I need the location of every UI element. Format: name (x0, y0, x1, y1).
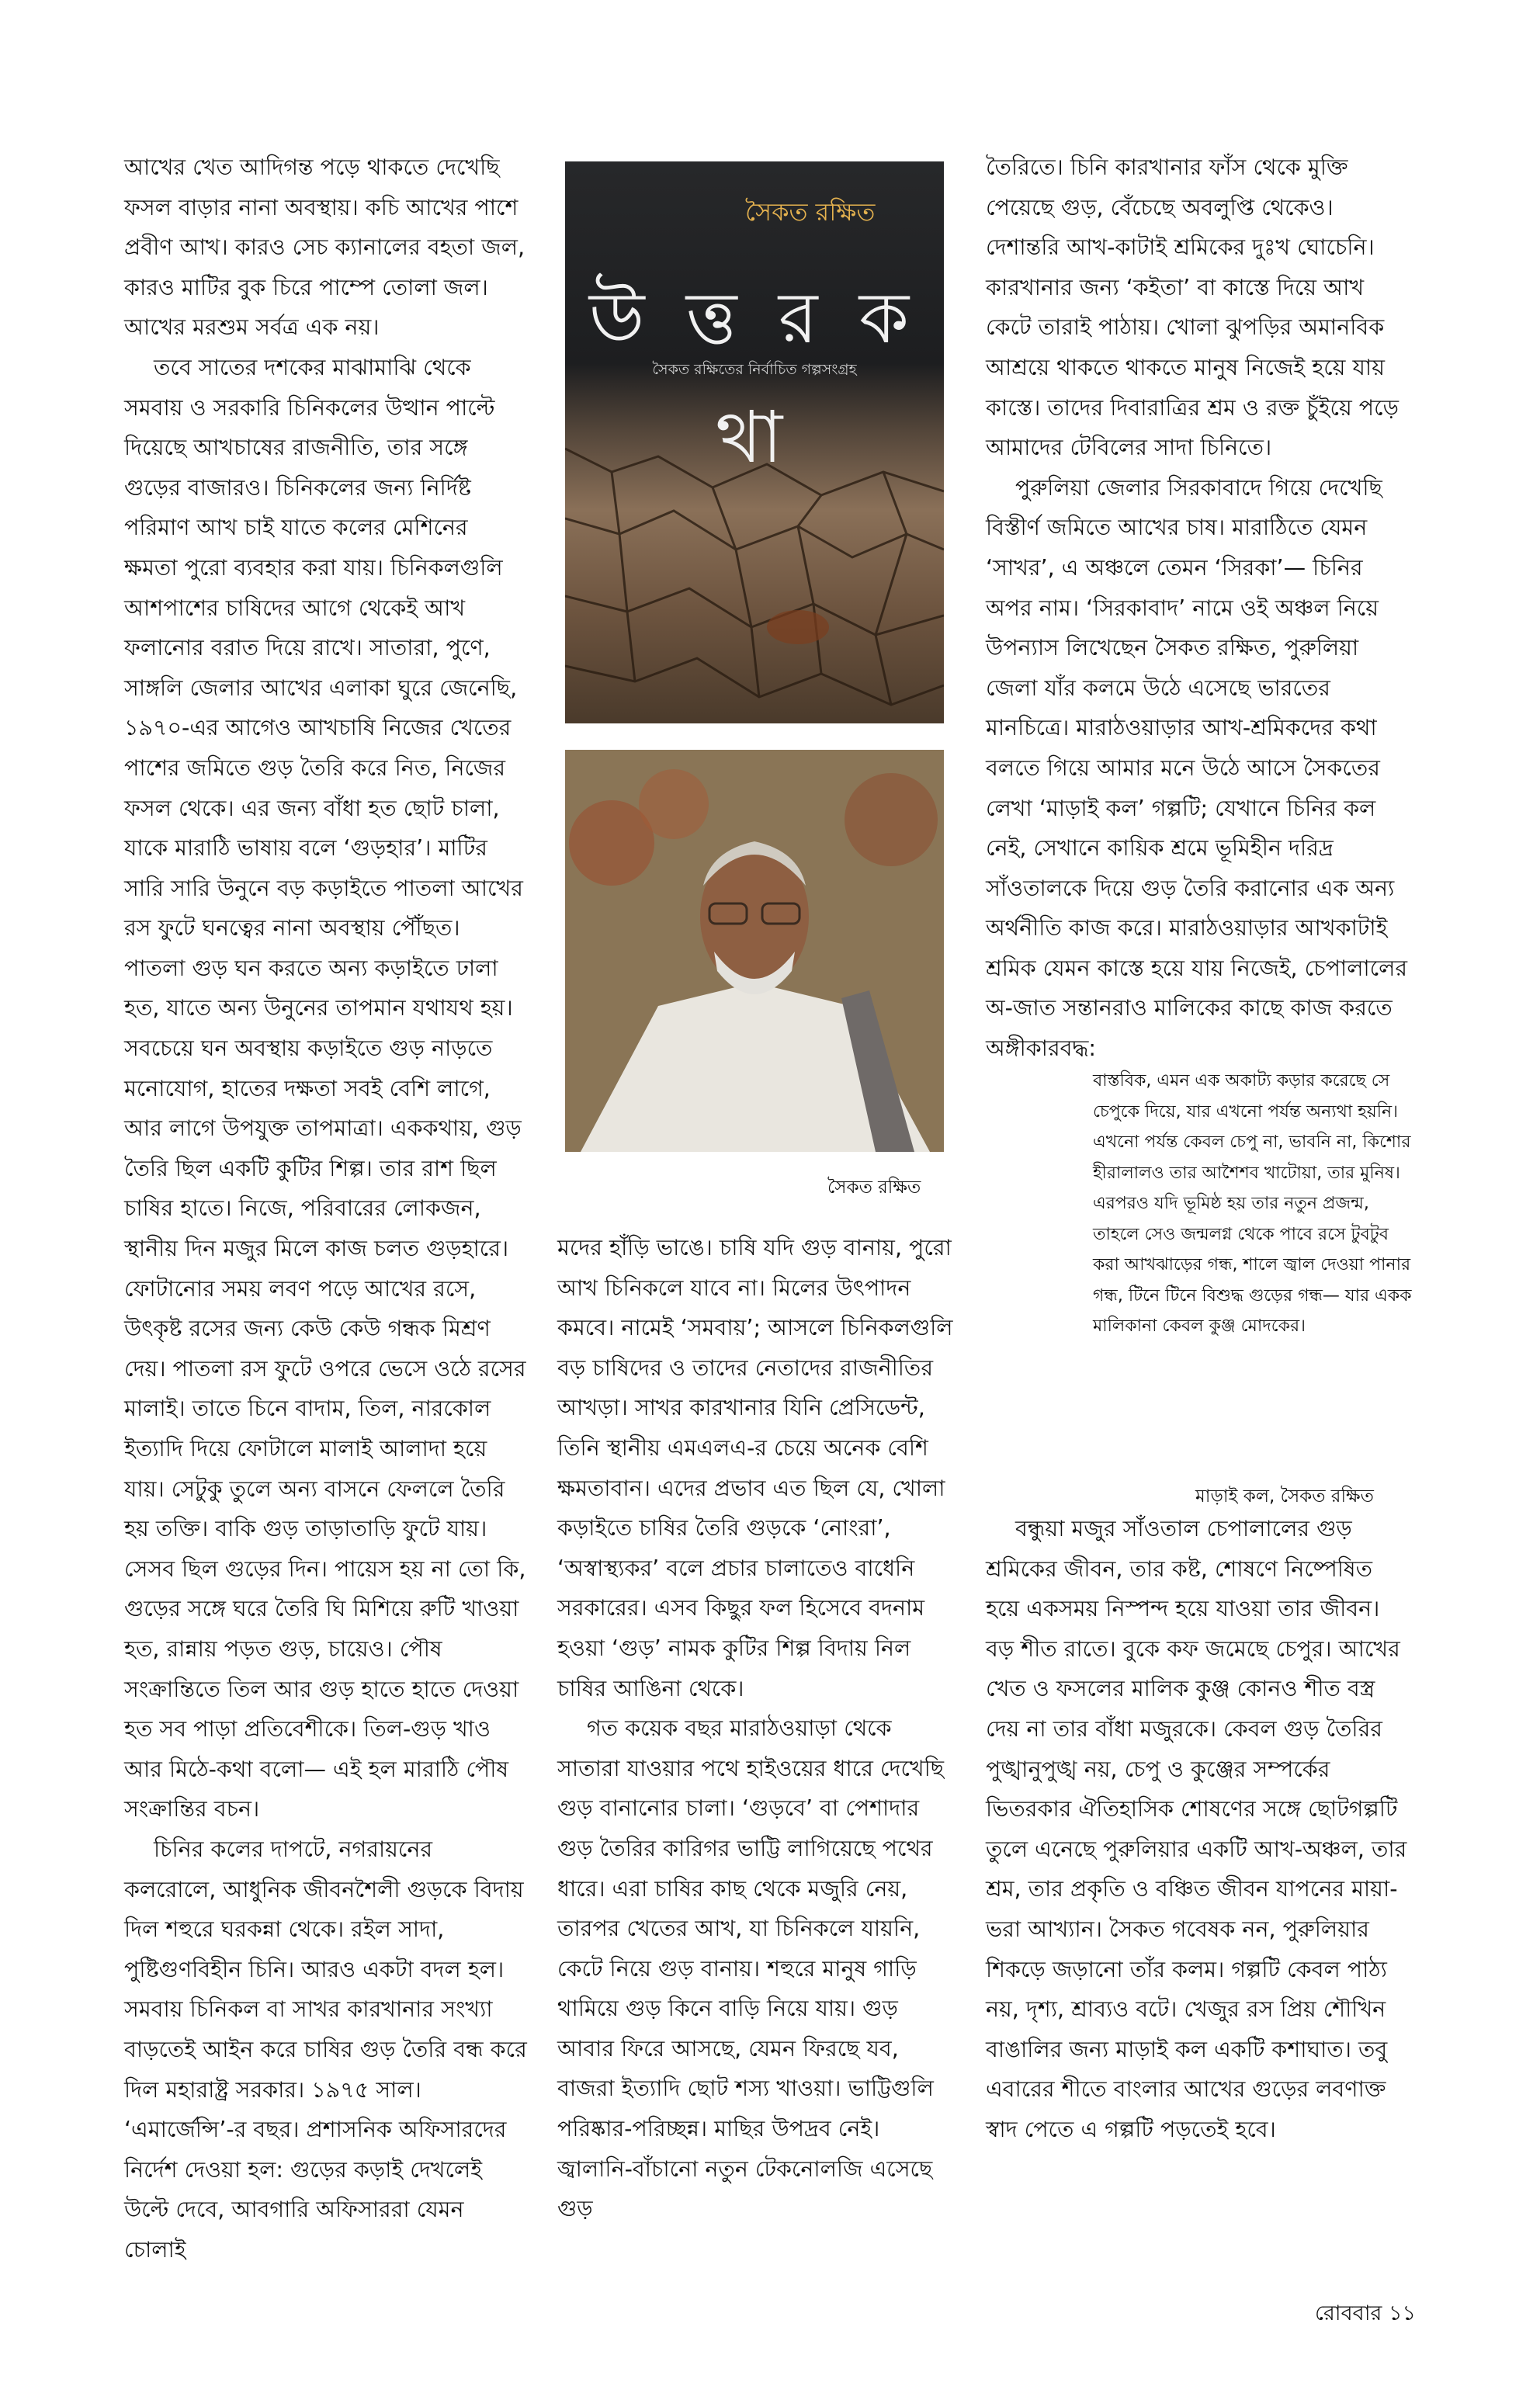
quote-text: বাস্তবিক, এমন এক অকাট্য কড়ার করেছে সে চেপুকে দিয়ে, যার এখনো পর্যন্ত অন্যথা হয়নি। এখনো পর্যন্ত কেবল চেপু না, ভাবনি না, কিশোর হীরালালও তার আশৈশব খাটোয়া, তার মুনিষ। এরপরও যদি ভূমিষ্ঠ হয় তার নতুন প্রজন্ম, তাহলে সেও জন্মলগ্ন থেকে পাবে রসে টুবটুব করা আখঝাড়ের গন্ধ, শালে জ্বাল দেওয়া পানার গন্ধ, টিনে টিনে বিশুদ্ধ গুড়ের গন্ধ— যার একক মালিকানা কেবল কুঞ্জ মোদকের। (1093, 1071, 1412, 1336)
paragraph: তবে সাতের দশকের মাঝামাঝি থেকে সমবায় ও সরকারি চিনিকলের উত্থান পাল্টে দিয়েছে আখচাষের রাজনীতি, তার সঙ্গে গুড়ের বাজারও। চিনিকলের জন্য নির্দিষ্ট পরিমাণ আখ চাই যাতে কলের মেশিনের ক্ষমতা পুরো ব্যবহার করা যায়। চিনিকলগুলি আশপাশের চাষিদের আগে থেকেই আখ ফলানোর বরাত দিয়ে রাখে। সাতারা, পুণে, সাঙ্গলি জেলার আখের এলাকা ঘুরে জেনেছি, ১৯৭০-এর আগেও আখচাষি নিজের খেতের পাশের জমিতে গুড় তৈরি করে নিত, নিজের ফসল থেকে। এর জন্য বাঁধা হত ছোট চালা, যাকে মারাঠি ভাষায় বলে ‘গুড়হার’। মাটির সারি সারি উনুনে বড় কড়াইতে পাতলা আখের রস ফুটে ঘনত্বের নানা অবস্থায় পৌঁছত। পাতলা গুড় ঘন করতে অন্য কড়াইতে ঢালা হত, যাতে অন্য উনুনের তাপমান যথাযথ হয়। সবচেয়ে ঘন অবস্থায় কড়াইতে গুড় নাড়তে মনোযোগ, হাতের দক্ষতা সবই বেশি লাগে, আর লাগে উপযুক্ত তাপমাত্রা। এককথায়, গুড় তৈরি ছিল একটি কুটির শিল্প। তার রাশ ছিল চাষির হাতে। নিজে, পরিবারের লোকজন, স্থানীয় দিন মজুর মিলে কাজ চলত গুড়হারে। ফোটানোর সময় লবণ পড়ে আখের রসে, উৎকৃষ্ট রসের জন্য কেউ কেউ গন্ধক মিশ্রণ দেয়। পাতলা রস ফুটে ওপরে ভেসে ওঠে রসের মালাই। তাতে চিনে বাদাম, তিল, নারকোল ইত্যাদি দিয়ে ফোটালে মালাই আলাদা হয়ে যায়। সেটুকু তুলে অন্য বাসনে ফেললে তৈরি হয় তক্তি। বাকি গুড় তাড়াতাড়ি ফুটে যায়। সেসব ছিল গুড়ের দিন। পায়েস হয় না তো কি, গুড়ের সঙ্গে ঘরে তৈরি ঘি মিশিয়ে রুটি খাওয়া হত, রান্নায় পড়ত গুড়, চায়েও। পৌষ সংক্রান্তিতে তিল আর গুড় হাতে হাতে দেওয়া হত সব পাড়া প্রতিবেশীকে। তিল-গুড় খাও আর মিঠে-কথা বলো— এই হল মারাঠি পৌষ সংক্রান্তির বচন। (124, 354, 526, 1822)
block-quote (1093, 1066, 1419, 1342)
article-column-3 (986, 147, 1413, 1069)
cover-title: উ ত্ত র ক থা (588, 276, 919, 479)
paragraph: চিনির কলের দাপটে, নগরায়নের কলরোলে, আধুনিক জীবনশৈলী গুড়কে বিদায় দিল শহুরে ঘরকন্না থেকে। রইল সাদা, পুষ্টিগুণবিহীন চিনি। আরও একটা বদল হল। সমবায় চিনিকল বা সাখর কারখানার সংখ্যা বাড়তেই আইন করে চাষির গুড় তৈরি বন্ধ করে দিল মহারাষ্ট্র সরকার। ১৯৭৫ সাল। ‘এমার্জেন্সি’-র বছর। প্রশাসনিক অফিসারদের নির্দেশ দেওয়া হল: গুড়ের কড়াই দেখলেই উল্টে দেবে, আবগারি অফিসাররা যেমন চোলাই (124, 1836, 527, 2263)
paragraph: বন্ধুয়া মজুর সাঁওতাল চেপালালের গুড় শ্রমিকের জীবন, তার কষ্ট, শোষণে নিষ্পেষিত হয়ে একসময় নিস্পন্দ হয়ে যাওয়া তার জীবন। বড় শীত রাতে। বুকে কফ জমেছে চেপুর। আখের খেত ও ফসলের মালিক কুঞ্জ কোনও শীত বস্ত্র দেয় না তার বাঁধা মজুরকে। কেবল গুড় তৈরির পুঙ্খানুপুঙ্খ নয়, চেপু ও কুঞ্জের সম্পর্কের ভিতরকার ঐতিহাসিক শোষণের সঙ্গে ছোটগল্পটি তুলে এনেছে পুরুলিয়ার একটি আখ-অঞ্চল, তার শ্রম, তার প্রকৃতি ও বঞ্চিত জীবন যাপনের মায়া-ভরা আখ্যান। সৈকত গবেষক নন, পুরুলিয়ার শিকড়ে জড়ানো তাঁর কলম। গল্পটি কেবল পাঠ্য নয়, দৃশ্য, শ্রাব্যও বটে। খেজুর রস প্রিয় শৌখিন বাঙালির জন্য মাড়াই কল একটি কশাঘাত। তবু এবারের শীতে বাংলার আখের গুড়ের লবণাক্ত স্বাদ পেতে এ গল্পটি পড়তেই হবে। (986, 1516, 1407, 2142)
paragraph: মদের হাঁড়ি ভাঙে। চাষি যদি গুড় বানায়, পুরো আখ চিনিকলে যাবে না। মিলের উৎপাদন কমবে। নামেই ‘সমবায়’; আসলে চিনিকলগুলি বড় চাষিদের ও তাদের নেতাদের রাজনীতির আখড়া। সাখর কারখানার যিনি প্রেসিডেন্ট, তিনি স্থানীয় এমএলএ-র চেয়ে অনেক বেশি ক্ষমতাবান। এদের প্রভাব এত ছিল যে, খোলা কড়াইতে চাষির তৈরি গুড়কে ‘নোংরা’, ‘অস্বাস্থ্যকর’ বলে প্রচার চালাতেও বাধেনি সরকারের। এসব কিছুর ফল হিসেবে বদনাম হওয়া ‘গুড়’ নামক কুটির শিল্প বিদায় নিল চাষির আঙিনা থেকে। (557, 1235, 953, 1701)
article-column-2 (557, 1228, 961, 2229)
paragraph: গত কয়েক বছর মারাঠওয়াড়া থেকে সাতারা যাওয়ার পথে হাইওয়ের ধারে দেখেছি গুড় বানানোর চালা। ‘গুড়বে’ বা পেশাদার গুড় তৈরির কারিগর ভাট্টি লাগিয়েছে পথের ধারে। এরা চাষির কাছ থেকে মজুরি নেয়, তারপর খেতের আখ, যা চিনিকলে যায়নি, কেটে নিয়ে গুড় বানায়। শহুরে মানুষ গাড়ি থামিয়ে গুড় কিনে বাড়ি নিয়ে যায়। গুড় আবার ফিরে আসছে, যেমন ফিরছে যব, বাজরা ইত্যাদি ছোট শস্য খাওয়া। ভাট্টিগুলি পরিষ্কার-পরিচ্ছন্ন। মাছির উপদ্রব নেই। জ্বালানি-বাঁচানো নতুন টেকনোলজি এসেছে গুড় (557, 1715, 945, 2222)
cover-subtitle: সৈকত রক্ষিতের নির্বাচিত গল্পসংগ্রহ (652, 361, 857, 378)
author-photo (565, 750, 944, 1152)
author-portrait-illustration (565, 750, 944, 1152)
paragraph: তৈরিতে। চিনি কারখানার ফাঁস থেকে মুক্তি পেয়েছে গুড়, বেঁচেছে অবলুপ্তি থেকেও। দেশান্তরি আখ-কাটাই শ্রমিকের দুঃখ ঘোচেনি। কারখানার জন্য ‘কইতা’ বা কাস্তে দিয়ে আখ কেটে তারাই পাঠায়। খোলা ঝুপড়ির অমানবিক আশ্রয়ে থাকতে থাকতে মানুষ নিজেই হয়ে যায় কাস্তে। তাদের দিবারাত্রির শ্রম ও রক্ত চুঁইয়ে পড়ে আমাদের টেবিলের সাদা চিনিতে। (986, 154, 1399, 461)
article-column-1 (124, 147, 528, 2270)
article-column-3-continued (986, 1509, 1413, 2150)
cracked-earth-illustration (565, 418, 944, 723)
book-cover-image (565, 161, 944, 723)
cover-author: সৈকত রক্ষিত (745, 197, 876, 227)
page-folio: রোববার ১১ (1315, 2301, 1416, 2325)
paragraph: পুরুলিয়া জেলার সিরকাবাদে গিয়ে দেখেছি বিস্তীর্ণ জমিতে আখের চাষ। মারাঠিতে যেমন ‘সাখর’, এ অঞ্চলে তেমন ‘সিরকা’— চিনির অপর নাম। ‘সিরকাবাদ’ নামে ওই অঞ্চল নিয়ে উপন্যাস লিখেছেন সৈকত রক্ষিত, পুরুলিয়া জেলা যাঁর কলমে উঠে এসেছে ভারতের মানচিত্রে। মারাঠওয়াড়ার আখ-শ্রমিকদের কথা বলতে গিয়ে আমার মনে উঠে আসে সৈকতের লেখা ‘মাড়াই কল’ গল্পটি; যেখানে চিনির কল নেই, সেখানে কায়িক শ্রমে ভূমিহীন দরিদ্র সাঁওতালকে দিয়ে গুড় তৈরি করানোর এক অন্য অর্থনীতি কাজ করে। মারাঠওয়াড়ার আখকাটাই শ্রমিক যেমন কাস্তে হয়ে যায় নিজেই, চেপালালের অ-জাত সন্তানরাও মালিকের কাছে কাজ করতে অঙ্গীকারবদ্ধ: (986, 474, 1408, 1062)
paragraph: আখের খেত আদিগন্ত পড়ে থাকতে দেখেছি ফসল বাড়ার নানা অবস্থায়। কচি আখের পাশে প্রবীণ আখ। কারও সেচ ক্যানালের বহতা জল, কারও মাটির বুক চিরে পাম্পে তোলা জল। আখের মরশুম সর্বত্র এক নয়। (124, 154, 525, 341)
quote-source: মাড়াই কল, সৈকত রক্ষিত (1195, 1486, 1374, 1507)
photo-caption: সৈকত রক্ষিত (827, 1177, 921, 1198)
